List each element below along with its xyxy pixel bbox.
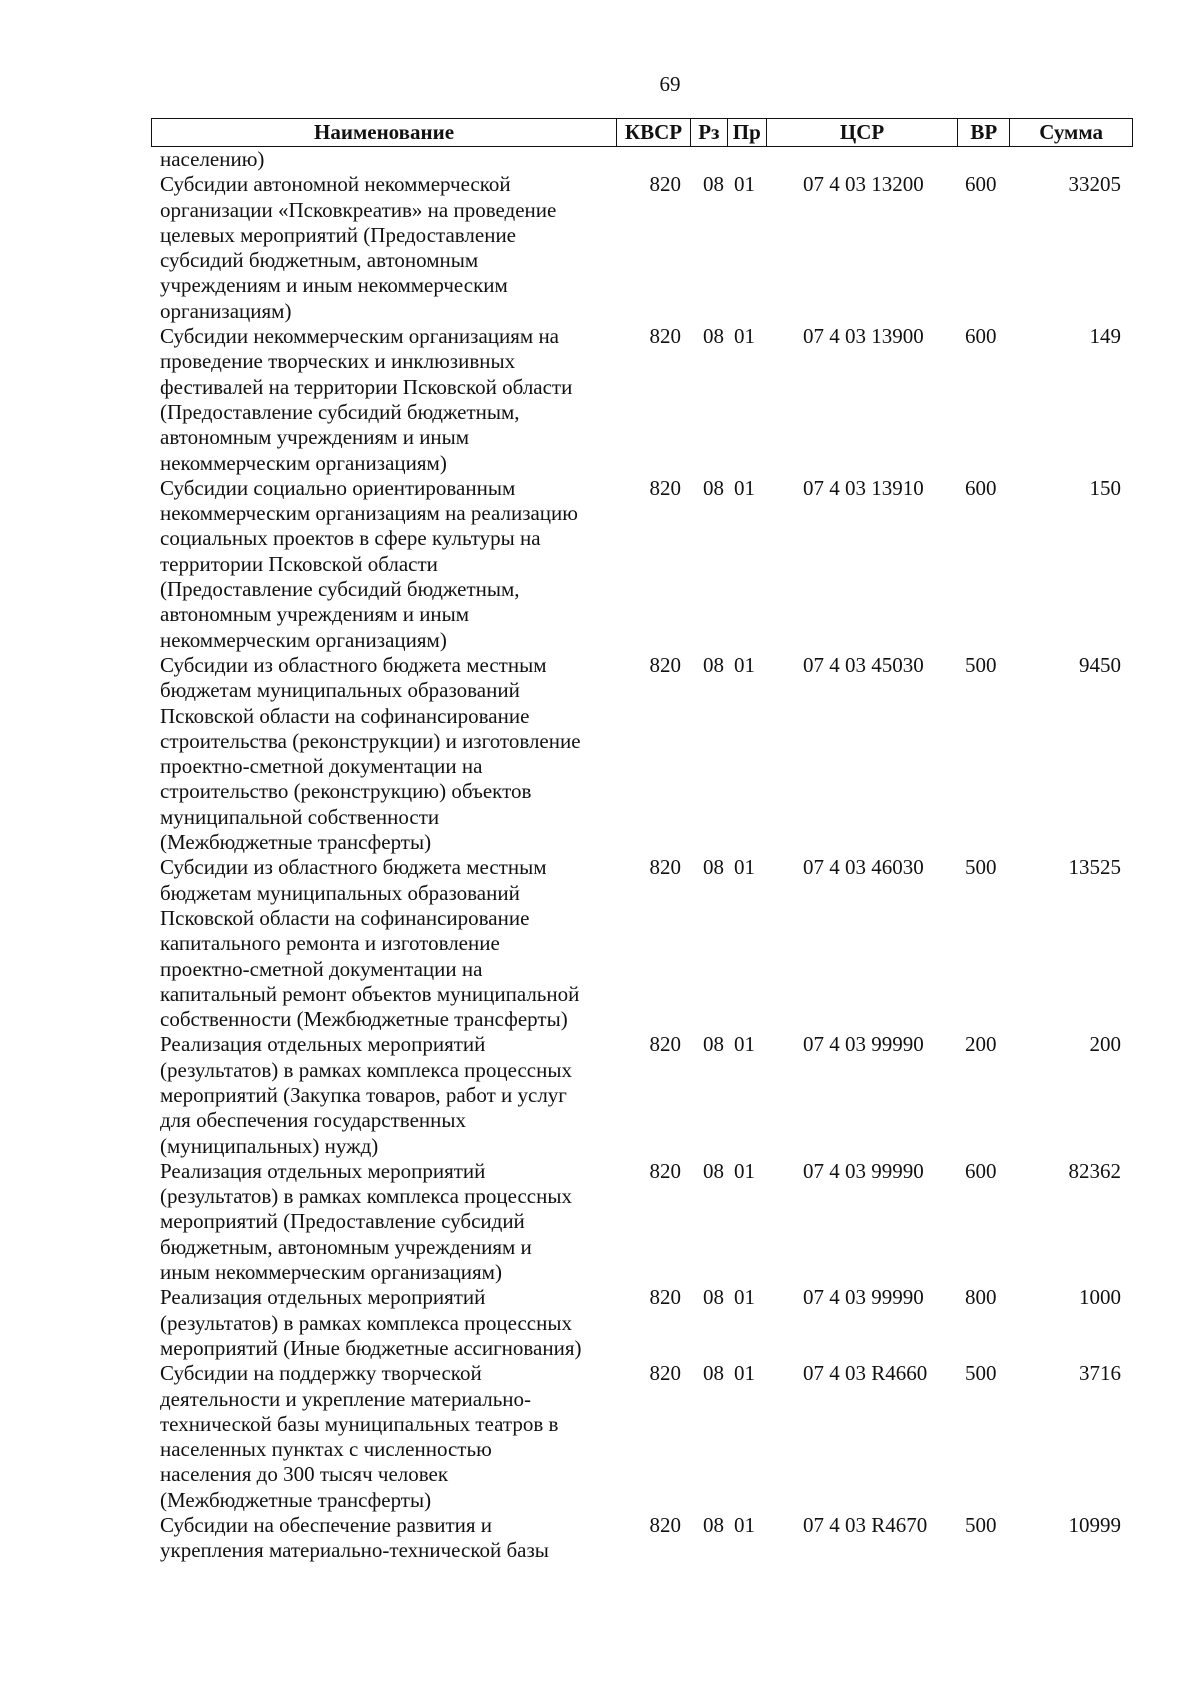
row-vr: 500 [965, 1513, 997, 1538]
row-rz: 08 [703, 172, 724, 197]
row-csr: 07 4 03 99990 [803, 1032, 924, 1057]
row-name-line: (Межбюджетные трансферты) [160, 830, 432, 855]
row-name-line: (муниципальных) нужд) [160, 1133, 379, 1158]
row-rz: 08 [703, 1513, 724, 1538]
row-name-line: Субсидии на поддержку творческой [160, 1361, 482, 1386]
table-row [151, 1361, 1133, 1513]
row-rz: 08 [703, 652, 724, 677]
header-pr: Пр [728, 119, 767, 146]
row-pr: 01 [734, 1361, 755, 1386]
row-kvsr: 820 [649, 652, 681, 677]
row-name-line: населения до 300 тысяч человек [160, 1462, 449, 1487]
row-csr: 07 4 03 R4660 [803, 1361, 928, 1386]
row-sum: 10999 [1068, 1513, 1121, 1538]
row-rz: 08 [703, 855, 724, 880]
header-name: Наименование [152, 119, 617, 146]
row-rz: 08 [703, 475, 724, 500]
row-name [151, 855, 617, 1032]
row-name-line: Субсидии социально ориентированным [160, 475, 516, 500]
row-kvsr: 820 [649, 1032, 681, 1057]
row-sum: 200 [1089, 1032, 1121, 1057]
row-name-line: проектно-сметной документации на [160, 754, 483, 779]
table-row [151, 324, 1133, 476]
row-vr: 600 [965, 172, 997, 197]
row-name-line: (Предоставление субсидий бюджетным, [160, 399, 520, 424]
row-vr: 500 [965, 855, 997, 880]
row-csr: 07 4 03 13200 [803, 172, 924, 197]
header-vr: ВР [958, 119, 1010, 146]
row-name-line: некоммерческим организациям) [160, 450, 447, 475]
row-name-line: территории Псковской области [160, 551, 438, 576]
row-name [151, 147, 617, 172]
row-csr: 07 4 03 R4670 [803, 1513, 928, 1538]
row-name-line: автономным учреждениям и иным [160, 425, 470, 450]
row-vr: 600 [965, 1158, 997, 1183]
row-pr: 01 [734, 172, 755, 197]
header-rz: Рз [691, 119, 728, 146]
row-sum: 3716 [1079, 1361, 1121, 1386]
row-name-line: (результатов) в рамках комплекса процессных [160, 1184, 572, 1209]
row-kvsr: 820 [649, 324, 681, 349]
row-kvsr: 820 [649, 1285, 681, 1310]
row-name-line: Субсидии автономной некоммерческой [160, 172, 511, 197]
row-name-line: некоммерческим организациям на реализацию [160, 501, 578, 526]
row-rz: 08 [703, 1032, 724, 1057]
row-name-line: организациям) [160, 298, 292, 323]
row-sum: 149 [1089, 324, 1121, 349]
row-name-line: (результатов) в рамках комплекса процессных [160, 1310, 572, 1335]
budget-table [151, 118, 1133, 1564]
row-kvsr: 820 [649, 172, 681, 197]
row-sum: 33205 [1068, 172, 1121, 197]
row-name-line: мероприятий (Предоставление субсидий [160, 1209, 525, 1234]
row-name-line: Субсидии из областного бюджета местным [160, 855, 547, 880]
table-row [151, 1159, 1133, 1285]
row-kvsr: 820 [649, 1513, 681, 1538]
table-row [151, 1513, 1133, 1564]
row-name-line: автономным учреждениям и иным [160, 602, 470, 627]
table-body [151, 147, 1133, 1564]
row-csr: 07 4 03 99990 [803, 1285, 924, 1310]
row-name-line: (Межбюджетные трансферты) [160, 1487, 432, 1512]
row-name [151, 324, 617, 476]
page-number: 69 [659, 72, 681, 96]
row-name-line: субсидий бюджетным, автономным [160, 248, 479, 273]
row-name-line: собственности (Межбюджетные трансферты) [160, 1007, 568, 1032]
row-pr: 01 [734, 1513, 755, 1538]
row-name [151, 172, 617, 324]
row-kvsr: 820 [649, 475, 681, 500]
row-name-line: некоммерческим организациям) [160, 627, 447, 652]
row-kvsr: 820 [649, 855, 681, 880]
table-row [151, 855, 1133, 1032]
row-vr: 500 [965, 652, 997, 677]
row-pr: 01 [734, 475, 755, 500]
row-csr: 07 4 03 45030 [803, 652, 924, 677]
row-name-line: технической базы муниципальных театров в [160, 1411, 559, 1436]
row-pr: 01 [734, 652, 755, 677]
row-name-line: Реализация отдельных мероприятий [160, 1158, 486, 1183]
row-name-line: капитальный ремонт объектов муниципальной [160, 981, 580, 1006]
table-row [151, 476, 1133, 653]
row-name-line: учреждениям и иным некоммерческим [160, 273, 508, 298]
header-kvsr: КВСР [617, 119, 691, 146]
row-sum: 82362 [1068, 1158, 1121, 1183]
row-pr: 01 [734, 855, 755, 880]
row-name-line: строительство (реконструкцию) объектов [160, 779, 532, 804]
row-name-line: укрепления материально-технической базы [160, 1538, 549, 1563]
row-sum: 1000 [1079, 1285, 1121, 1310]
table-row [151, 1032, 1133, 1158]
table-row [151, 172, 1133, 324]
row-csr: 07 4 03 13910 [803, 475, 924, 500]
row-pr: 01 [734, 1032, 755, 1057]
row-name [151, 1285, 617, 1361]
row-name-line: населению) [160, 147, 265, 171]
row-name-line: деятельности и укрепление материально- [160, 1386, 532, 1411]
row-name [151, 1032, 617, 1158]
row-sum: 150 [1089, 475, 1121, 500]
table-row [151, 147, 1133, 172]
row-name-line: Псковской области на софинансирование [160, 703, 530, 728]
row-name [151, 476, 617, 653]
row-name-line: бюджетным, автономным учреждениям и [160, 1234, 532, 1259]
row-vr: 600 [965, 324, 997, 349]
header-csr: ЦСР [767, 119, 959, 146]
row-vr: 500 [965, 1361, 997, 1386]
row-vr: 200 [965, 1032, 997, 1057]
row-pr: 01 [734, 324, 755, 349]
table-row [151, 1285, 1133, 1361]
row-name-line: Субсидии из областного бюджета местным [160, 652, 547, 677]
row-name-line: строительства (реконструкции) и изготовление [160, 728, 581, 753]
row-rz: 08 [703, 1158, 724, 1183]
row-name-line: (результатов) в рамках комплекса процессных [160, 1057, 572, 1082]
row-name [151, 1513, 617, 1564]
table-header [151, 118, 1133, 147]
row-name-line: Реализация отдельных мероприятий [160, 1285, 486, 1310]
row-name-line: Реализация отдельных мероприятий [160, 1032, 486, 1057]
row-name-line: фестивалей на территории Псковской области [160, 374, 573, 399]
row-name-line: мероприятий (Закупка товаров, работ и услуг [160, 1082, 567, 1107]
row-name-line: мероприятий (Иные бюджетные ассигнования) [160, 1335, 582, 1360]
row-name-line: для обеспечения государственных [160, 1108, 466, 1133]
table-row [151, 653, 1133, 855]
header-sum: Сумма [1039, 119, 1104, 144]
row-name-line: организации «Псковкреатив» на проведение [160, 197, 557, 222]
row-csr: 07 4 03 99990 [803, 1158, 924, 1183]
row-name-line: бюджетам муниципальных образований [160, 678, 520, 703]
row-name-line: целевых мероприятий (Предоставление [160, 222, 517, 247]
row-name-line: муниципальной собственности [160, 804, 440, 829]
row-vr: 600 [965, 475, 997, 500]
row-name-line: Субсидии некоммерческим организациям на [160, 324, 559, 349]
row-name [151, 1159, 617, 1285]
row-name [151, 653, 617, 855]
row-name [151, 1361, 617, 1513]
row-kvsr: 820 [649, 1158, 681, 1183]
row-kvsr: 820 [649, 1361, 681, 1386]
row-pr: 01 [734, 1158, 755, 1183]
row-sum: 9450 [1079, 652, 1121, 677]
row-rz: 08 [703, 324, 724, 349]
row-rz: 08 [703, 1285, 724, 1310]
row-name-line: населенных пунктах с численностью [160, 1437, 492, 1462]
row-name-line: проведение творческих и инклюзивных [160, 349, 516, 374]
row-name-line: (Предоставление субсидий бюджетным, [160, 577, 520, 602]
row-pr: 01 [734, 1285, 755, 1310]
row-name-line: проектно-сметной документации на [160, 956, 483, 981]
row-vr: 800 [965, 1285, 997, 1310]
row-name-line: Псковской области на софинансирование [160, 905, 530, 930]
row-rz: 08 [703, 1361, 724, 1386]
row-name-line: бюджетам муниципальных образований [160, 880, 520, 905]
row-name-line: иным некоммерческим организациям) [160, 1260, 502, 1285]
row-csr: 07 4 03 46030 [803, 855, 924, 880]
row-name-line: капитального ремонта и изготовление [160, 931, 500, 956]
row-name-line: социальных проектов в сфере культуры на [160, 526, 541, 551]
row-sum: 13525 [1068, 855, 1121, 880]
row-csr: 07 4 03 13900 [803, 324, 924, 349]
row-name-line: Субсидии на обеспечение развития и [160, 1513, 493, 1538]
